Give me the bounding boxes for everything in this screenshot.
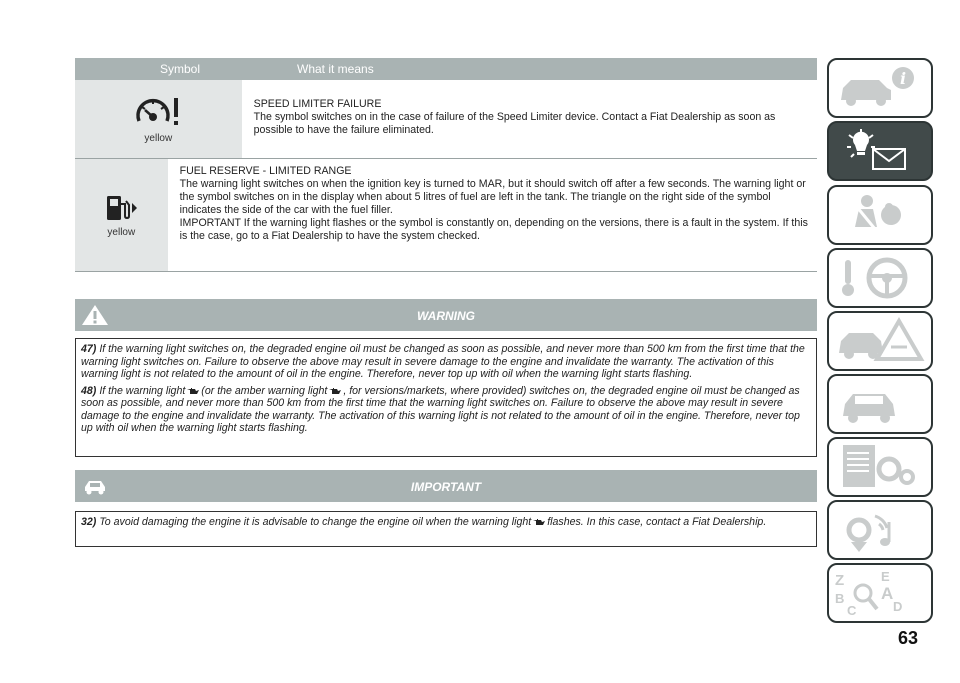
car-maintenance-icon xyxy=(829,376,931,432)
svg-text:E: E xyxy=(881,569,890,584)
svg-text:i: i xyxy=(899,69,907,88)
note-number: 32) xyxy=(81,516,97,528)
oil-can-icon xyxy=(532,518,546,526)
note-text: If the warning light xyxy=(99,384,186,397)
tab-maintenance[interactable] xyxy=(827,374,933,434)
row-title: SPEED LIMITER FAILURE xyxy=(253,98,382,110)
multimedia-icon xyxy=(829,502,931,558)
symbol-cell xyxy=(75,159,168,271)
note-number: 48) xyxy=(81,384,97,397)
safety-airbag-icon xyxy=(829,187,931,243)
tab-multimedia[interactable] xyxy=(827,500,933,560)
row-title: FUEL RESERVE - LIMITED RANGE xyxy=(179,165,352,177)
note-text: flashes. In this case, contact a Fiat Dealership. xyxy=(547,516,767,528)
fuel-reserve-icon xyxy=(104,193,138,223)
warning-title: WARNING xyxy=(417,309,475,323)
important-body xyxy=(75,511,817,547)
symbol-color-label: yellow xyxy=(144,132,173,144)
warning-body xyxy=(75,338,817,457)
note-text: To avoid damaging the engine it is advisable to change the engine oil when the warning light xyxy=(99,516,532,528)
note-number: 47) xyxy=(81,343,97,355)
header-meaning: What it means xyxy=(297,62,374,76)
important-title: IMPORTANT xyxy=(410,480,482,494)
note-text: , for versions/markets, where provided) switches on, the degraded engine oil must be changed as soon as possible, and never more than 500 km from the first time that the warning light switches on. Failure to observe the above may result in severe damage to the engine and invalidate the warranty. The activation of this warning light is not related to the amount of oil in the engine. Therefore, never top up with oil when the warning light starts flashing. xyxy=(81,384,800,434)
oil-can-icon xyxy=(328,387,342,395)
row-important: IMPORTANT If the warning light flashes or the symbol is constantly on, depending on the versions, there is a fault in the system. If this is the case, go to a Fiat Dealership to have the system checked. xyxy=(179,217,808,243)
car-info-icon xyxy=(829,60,931,116)
warning-light-table xyxy=(75,58,817,272)
alphabetical-index-icon xyxy=(829,565,931,621)
tab-index[interactable] xyxy=(827,563,933,623)
note-text: If the warning light switches on, the degraded engine oil must be changed as soon as possible, and never more than 500 km from the first time that the warning light switches on. Failure to observe the above may result in severe damage to the engine and invalidate the warranty. The activation of this warning light is not related to the amount of oil in the engine. Therefore, never top up with oil when the warning light starts flashing. xyxy=(81,343,805,380)
tab-technical-data[interactable] xyxy=(827,437,933,497)
car-breakdown-icon xyxy=(829,313,931,369)
meaning-cell xyxy=(242,80,817,158)
warning-light-message-icon xyxy=(829,123,931,179)
symbol-cell xyxy=(75,80,242,158)
tab-car-info[interactable] xyxy=(827,58,933,118)
page-number: 63 xyxy=(898,628,919,648)
tab-safety[interactable] xyxy=(827,185,933,245)
tab-warning-lights[interactable] xyxy=(827,121,933,181)
svg-text:C: C xyxy=(847,603,857,618)
svg-text:A: A xyxy=(881,584,894,603)
meaning-cell xyxy=(168,159,817,271)
svg-text:D: D xyxy=(893,599,903,614)
car-important-icon xyxy=(80,474,110,498)
svg-text:B: B xyxy=(835,591,845,606)
tab-starting-driving[interactable] xyxy=(827,248,933,308)
symbol-color-label: yellow xyxy=(107,226,136,238)
note-text: (or the amber warning light xyxy=(201,384,328,397)
speed-limiter-failure-icon xyxy=(134,95,182,129)
warning-triangle-icon xyxy=(80,303,110,327)
oil-can-icon xyxy=(186,387,200,395)
important-header xyxy=(75,470,817,502)
warning-note xyxy=(76,339,816,381)
header-symbol: Symbol xyxy=(159,62,200,76)
warning-header xyxy=(75,299,817,331)
table-header xyxy=(75,58,817,80)
tab-emergency[interactable] xyxy=(827,311,933,371)
svg-text:Z: Z xyxy=(835,572,845,589)
table-row xyxy=(75,159,817,272)
technical-data-icon xyxy=(829,439,931,495)
table-row xyxy=(75,80,817,159)
warning-note xyxy=(76,381,816,435)
row-text: The symbol switches on in the case of failure of the Speed Limiter device. Contact a Fiat Dealership as soon as possible to have the failure eliminated. xyxy=(253,111,776,137)
row-text: The warning light switches on when the ignition key is turned to MAR, but it should switch off after a few seconds. The warning light or the symbol switches on in the display when about 5 litres of fuel are left in the tank. The triangle on the right side of the symbol indicates the side of the car with the fuel filler. xyxy=(179,178,806,217)
important-note xyxy=(76,512,816,529)
key-steering-wheel-icon xyxy=(829,250,931,306)
